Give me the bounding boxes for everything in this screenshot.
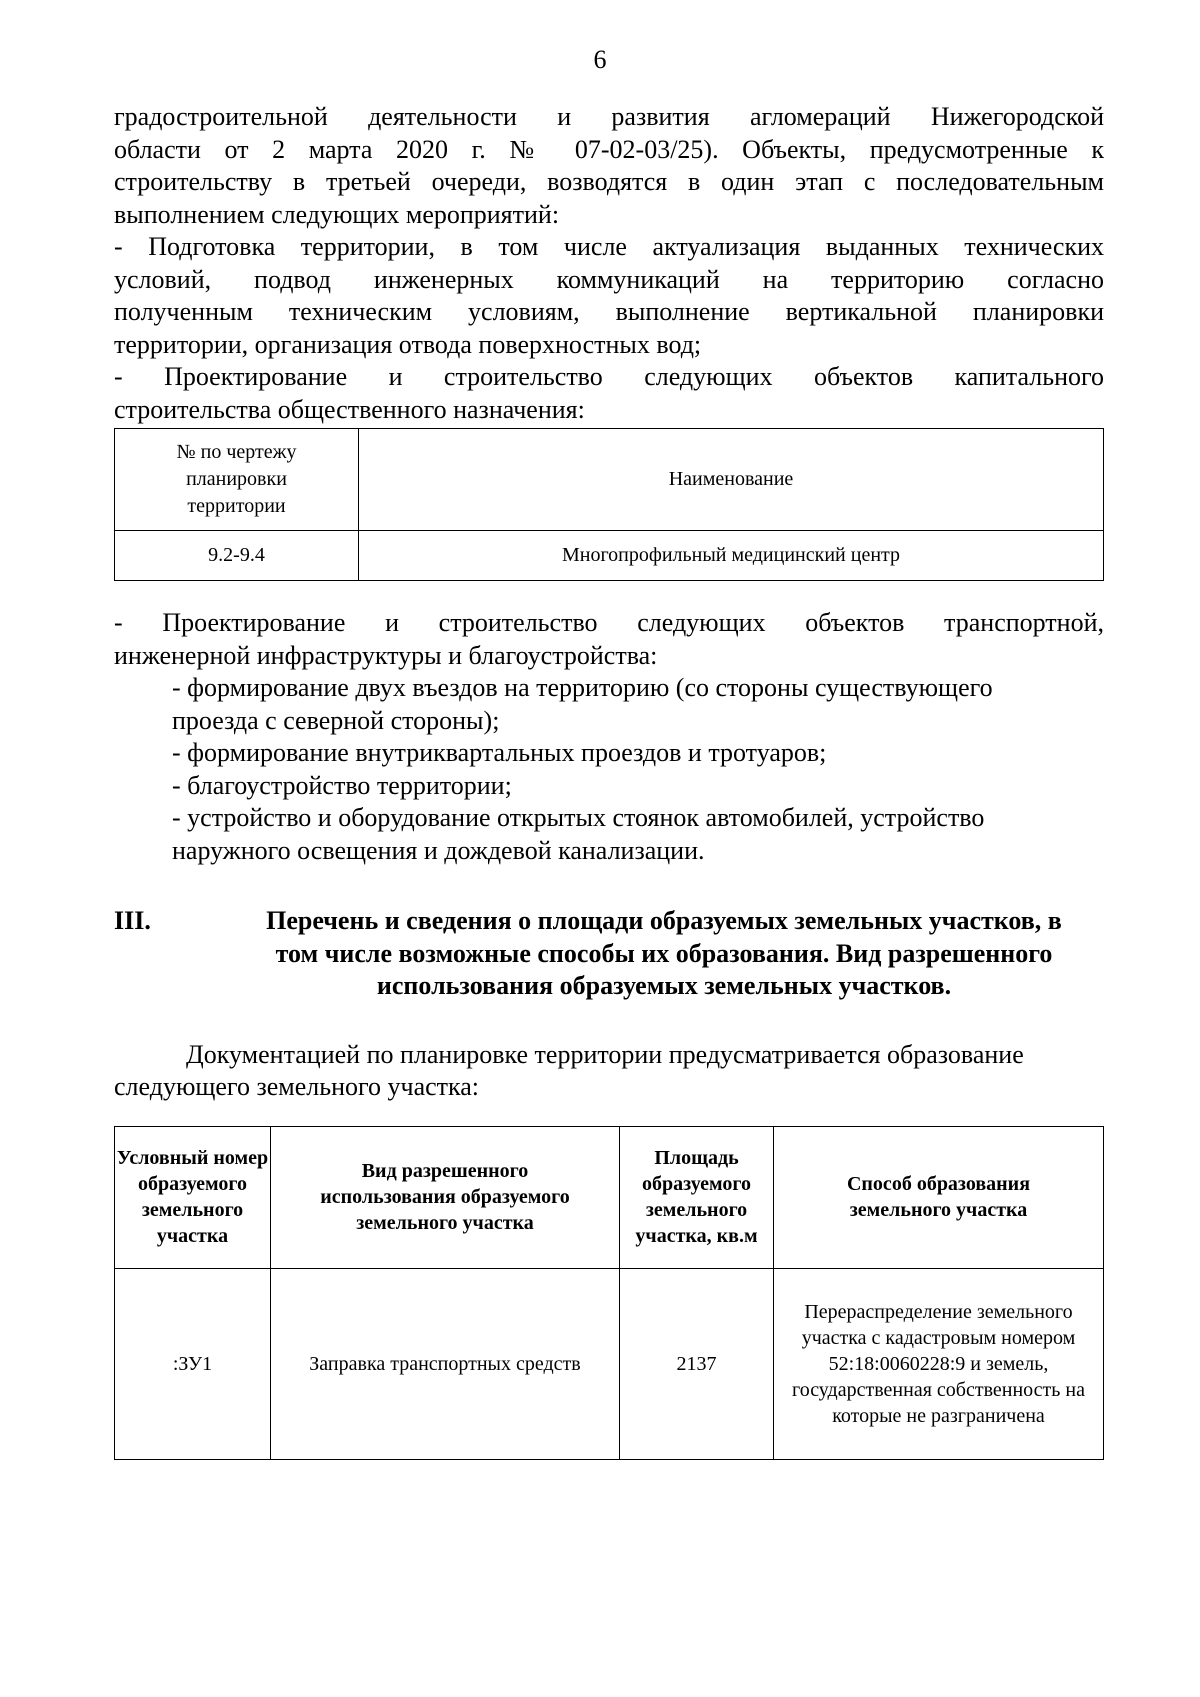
header-drawing-number-text: № по чертежу планировки территории	[176, 441, 297, 517]
intro-line: строительству в третьей очереди, возводятся в один этап с последовательным	[114, 167, 1104, 196]
cell-plot-number: :ЗУ1	[115, 1268, 271, 1459]
list-item: - формирование двух въездов на территорию (со стороны существующего	[172, 673, 993, 702]
cell-permitted-use: Заправка транспортных средств	[271, 1268, 620, 1459]
land-plots-table	[114, 1126, 1104, 1460]
table-header-row	[115, 429, 1104, 531]
table-header-row	[115, 1126, 1104, 1268]
header-drawing-number	[115, 429, 359, 531]
preparation-line: - Подготовка территории, в том числе актуализация выданных технических	[114, 232, 1104, 261]
intro-line: области от 2 марта 2020 г. № 07-02-03/25). Объекты, предусмотренные к	[114, 134, 1104, 164]
intro-line: выполнением следующих мероприятий:	[114, 199, 560, 229]
preparation-line: полученным техническим условиям, выполнение вертикальной планировки	[114, 297, 1104, 326]
table-row	[115, 531, 1104, 581]
header-permitted-use	[271, 1126, 620, 1268]
cell-formation-method-text: Перераспределение земельного участка с кадастровым номером 52:18:0060228:9 и земель, государственная собственность на которые не разграничена	[791, 1300, 1085, 1427]
list-item: проезда с северной стороны);	[172, 705, 500, 735]
cell-drawing-number: 9.2-9.4	[115, 531, 359, 581]
header-formation-method	[774, 1126, 1104, 1268]
section-heading	[114, 905, 1104, 1003]
transport-items-list	[114, 672, 1104, 867]
transport-line: инженерной инфраструктуры и благоустройства:	[114, 640, 658, 670]
list-item: - благоустройство территории;	[172, 770, 512, 800]
page-number: 6	[593, 45, 607, 74]
cell-formation-method	[774, 1268, 1104, 1459]
intro-paragraph	[114, 101, 1104, 231]
list-item: - формирование внутриквартальных проездов и тротуаров;	[172, 738, 827, 767]
page-content	[114, 101, 1104, 1460]
preparation-line: территории, организация отвода поверхностных вод;	[114, 329, 702, 359]
header-name: Наименование	[359, 429, 1104, 531]
section-title-line: использования образуемых земельных участков.	[376, 971, 952, 1000]
capital-objects-table	[114, 428, 1104, 581]
transport-paragraph	[114, 607, 1104, 672]
capital-line: строительства общественного назначения:	[114, 394, 585, 424]
cell-object-name: Многопрофильный медицинский центр	[359, 531, 1104, 581]
intro-line: градостроительной деятельности и развития агломераций Нижегородской	[114, 102, 1104, 131]
section-intro-line: Документацией по планировке территории предусматривается образование	[186, 1039, 1024, 1069]
section-title-line: том числе возможные способы их образования. Вид разрешенного	[275, 938, 1053, 968]
preparation-paragraph	[114, 231, 1104, 361]
capital-construction-paragraph	[114, 361, 1104, 426]
list-item: наружного освещения и дождевой канализации.	[172, 835, 705, 865]
cell-plot-area: 2137	[620, 1268, 774, 1459]
capital-line: - Проектирование и строительство следующих объектов капитального	[114, 362, 1104, 391]
section-title-line: Перечень и сведения о площади образуемых земельных участков, в	[266, 906, 1062, 935]
section-intro-paragraph	[114, 1039, 1104, 1104]
header-plot-number: Условный номер образуемого земельного участка	[115, 1126, 271, 1268]
header-plot-area: Площадь образуемого земельного участка, кв.м	[620, 1126, 774, 1268]
list-item: - устройство и оборудование открытых стоянок автомобилей, устройство	[172, 803, 985, 832]
header-permitted-use-text: Вид разрешенного использования образуемого земельного участка	[320, 1160, 570, 1234]
transport-line: - Проектирование и строительство следующих объектов транспортной,	[114, 608, 1104, 637]
header-formation-method-text: Способ образования земельного участка	[846, 1173, 1031, 1221]
section-intro-line: следующего земельного участка:	[114, 1072, 480, 1101]
section-number: III.	[114, 906, 151, 935]
table-row	[115, 1268, 1104, 1459]
preparation-line: условий, подвод инженерных коммуникаций на территорию согласно	[114, 264, 1104, 294]
section-title	[224, 905, 1104, 1003]
